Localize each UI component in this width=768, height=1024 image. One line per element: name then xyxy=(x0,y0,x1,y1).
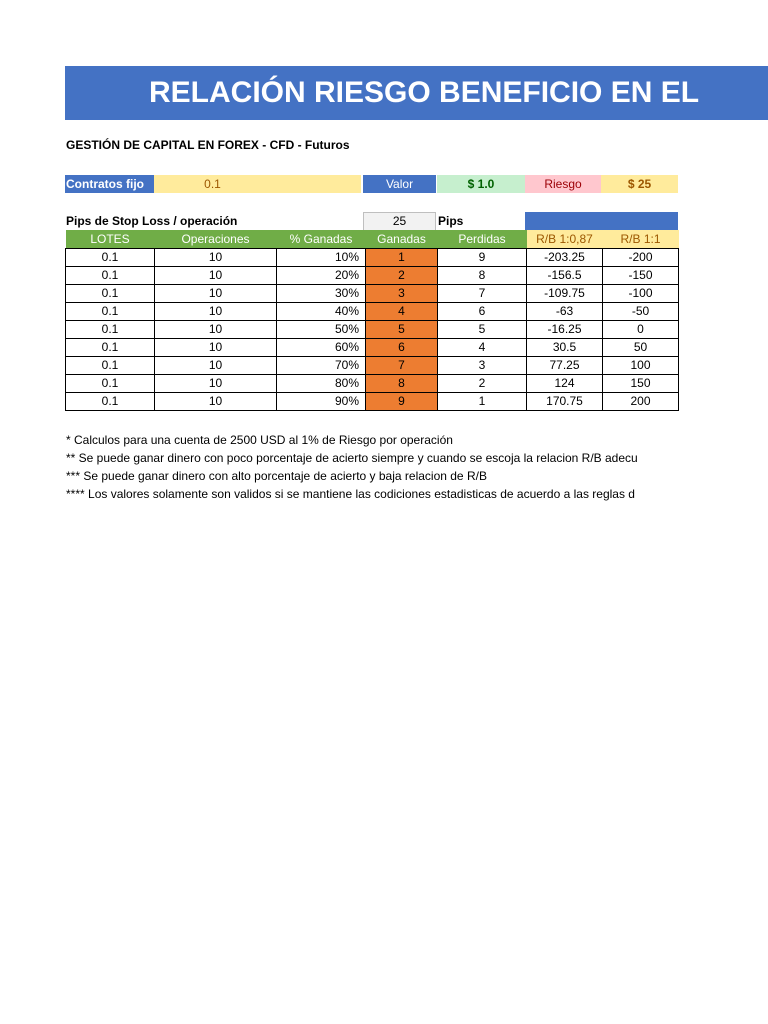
cell-ganadas[interactable]: 1 xyxy=(366,249,438,267)
cell-pct-ganadas[interactable]: 50% xyxy=(277,321,366,339)
footnote-3: *** Se puede ganar dinero con alto porcentaje de acierto y baja relacion de R/B xyxy=(66,469,487,483)
pips-unit-label: Pips xyxy=(438,214,464,228)
table-row xyxy=(66,357,679,375)
page-banner-title: RELACIÓN RIESGO BENEFICIO EN EL xyxy=(65,66,768,120)
valor-value-cell[interactable]: $ 1.0 xyxy=(437,175,525,193)
cell-operaciones[interactable]: 10 xyxy=(155,285,277,303)
cell-operaciones[interactable]: 10 xyxy=(155,357,277,375)
cell-lotes[interactable]: 0.1 xyxy=(66,357,155,375)
cell-ganadas[interactable]: 2 xyxy=(366,267,438,285)
cell-perdidas[interactable]: 6 xyxy=(438,303,527,321)
cell-rb-087[interactable]: -63 xyxy=(527,303,603,321)
cell-lotes[interactable]: 0.1 xyxy=(66,375,155,393)
cell-perdidas[interactable]: 8 xyxy=(438,267,527,285)
cell-perdidas[interactable]: 5 xyxy=(438,321,527,339)
col-header-rb-087[interactable]: R/B 1:0,87 xyxy=(527,230,603,249)
cell-rb-087[interactable]: -16.25 xyxy=(527,321,603,339)
contratos-label: Contratos fijo xyxy=(65,175,154,193)
cell-perdidas[interactable]: 3 xyxy=(438,357,527,375)
header-fill-block xyxy=(525,212,678,231)
cell-rb-1[interactable]: -150 xyxy=(603,267,679,285)
cell-pct-ganadas[interactable]: 30% xyxy=(277,285,366,303)
riesgo-value-cell[interactable]: $ 25 xyxy=(601,175,678,193)
cell-pct-ganadas[interactable]: 10% xyxy=(277,249,366,267)
riesgo-label: Riesgo xyxy=(525,175,601,193)
cell-rb-1[interactable]: 50 xyxy=(603,339,679,357)
cell-rb-087[interactable]: 30.5 xyxy=(527,339,603,357)
cell-rb-087[interactable]: -109.75 xyxy=(527,285,603,303)
footnotes xyxy=(66,431,678,503)
cell-ganadas[interactable]: 8 xyxy=(366,375,438,393)
cell-lotes[interactable]: 0.1 xyxy=(66,303,155,321)
valor-label: Valor xyxy=(363,175,436,193)
cell-ganadas[interactable]: 5 xyxy=(366,321,438,339)
pips-input-cell[interactable]: 25 xyxy=(363,212,436,231)
footnote-1: * Calculos para una cuenta de 2500 USD al 1% de Riesgo por operación xyxy=(66,433,453,447)
table-row xyxy=(66,285,679,303)
col-header-lotes[interactable]: LOTES xyxy=(66,230,155,249)
cell-rb-1[interactable]: -200 xyxy=(603,249,679,267)
cell-rb-1[interactable]: -50 xyxy=(603,303,679,321)
cell-rb-087[interactable]: -203.25 xyxy=(527,249,603,267)
col-header-rb-1[interactable]: R/B 1:1 xyxy=(603,230,679,249)
cell-perdidas[interactable]: 2 xyxy=(438,375,527,393)
col-header-ganadas[interactable]: Ganadas xyxy=(366,230,438,249)
cell-lotes[interactable]: 0.1 xyxy=(66,249,155,267)
col-header-perdidas[interactable]: Perdidas xyxy=(438,230,527,249)
cell-perdidas[interactable]: 4 xyxy=(438,339,527,357)
cell-ganadas[interactable]: 4 xyxy=(366,303,438,321)
cell-pct-ganadas[interactable]: 20% xyxy=(277,267,366,285)
cell-pct-ganadas[interactable]: 40% xyxy=(277,303,366,321)
cell-operaciones[interactable]: 10 xyxy=(155,375,277,393)
cell-lotes[interactable]: 0.1 xyxy=(66,321,155,339)
rb-table xyxy=(65,230,679,411)
cell-rb-1[interactable]: 200 xyxy=(603,393,679,411)
cell-operaciones[interactable]: 10 xyxy=(155,267,277,285)
cell-pct-ganadas[interactable]: 80% xyxy=(277,375,366,393)
cell-pct-ganadas[interactable]: 60% xyxy=(277,339,366,357)
pips-stop-loss-label: Pips de Stop Loss / operación xyxy=(66,214,238,228)
table-row xyxy=(66,249,679,267)
cell-pct-ganadas[interactable]: 90% xyxy=(277,393,366,411)
cell-rb-087[interactable]: -156.5 xyxy=(527,267,603,285)
table-header-row xyxy=(66,230,679,249)
cell-pct-ganadas[interactable]: 70% xyxy=(277,357,366,375)
page-subtitle: GESTIÓN DE CAPITAL EN FOREX - CFD - Futuros xyxy=(66,138,350,152)
table-row xyxy=(66,321,679,339)
cell-operaciones[interactable]: 10 xyxy=(155,321,277,339)
col-header-operaciones[interactable]: Operaciones xyxy=(155,230,277,249)
cell-rb-1[interactable]: 100 xyxy=(603,357,679,375)
cell-rb-087[interactable]: 77.25 xyxy=(527,357,603,375)
cell-operaciones[interactable]: 10 xyxy=(155,303,277,321)
cell-rb-1[interactable]: 150 xyxy=(603,375,679,393)
table-row xyxy=(66,393,679,411)
cell-ganadas[interactable]: 6 xyxy=(366,339,438,357)
contratos-value-cell[interactable]: 0.1 xyxy=(154,175,361,193)
cell-rb-087[interactable]: 124 xyxy=(527,375,603,393)
cell-operaciones[interactable]: 10 xyxy=(155,339,277,357)
cell-ganadas[interactable]: 3 xyxy=(366,285,438,303)
cell-lotes[interactable]: 0.1 xyxy=(66,393,155,411)
cell-ganadas[interactable]: 7 xyxy=(366,357,438,375)
cell-operaciones[interactable]: 10 xyxy=(155,393,277,411)
table-row xyxy=(66,303,679,321)
cell-perdidas[interactable]: 9 xyxy=(438,249,527,267)
table-row xyxy=(66,339,679,357)
cell-lotes[interactable]: 0.1 xyxy=(66,339,155,357)
cell-rb-1[interactable]: 0 xyxy=(603,321,679,339)
table-row xyxy=(66,267,679,285)
cell-rb-1[interactable]: -100 xyxy=(603,285,679,303)
footnote-4: **** Los valores solamente son validos si se mantiene las codiciones estadisticas de acuerdo a las reglas d xyxy=(66,487,635,501)
table-row xyxy=(66,375,679,393)
cell-perdidas[interactable]: 1 xyxy=(438,393,527,411)
cell-operaciones[interactable]: 10 xyxy=(155,249,277,267)
cell-lotes[interactable]: 0.1 xyxy=(66,267,155,285)
footnote-2: ** Se puede ganar dinero con poco porcentaje de acierto siempre y cuando se escoja la relacion R/B adecu xyxy=(66,451,638,465)
cell-lotes[interactable]: 0.1 xyxy=(66,285,155,303)
cell-rb-087[interactable]: 170.75 xyxy=(527,393,603,411)
cell-ganadas[interactable]: 9 xyxy=(366,393,438,411)
cell-perdidas[interactable]: 7 xyxy=(438,285,527,303)
col-header-pct-ganadas[interactable]: % Ganadas xyxy=(277,230,366,249)
